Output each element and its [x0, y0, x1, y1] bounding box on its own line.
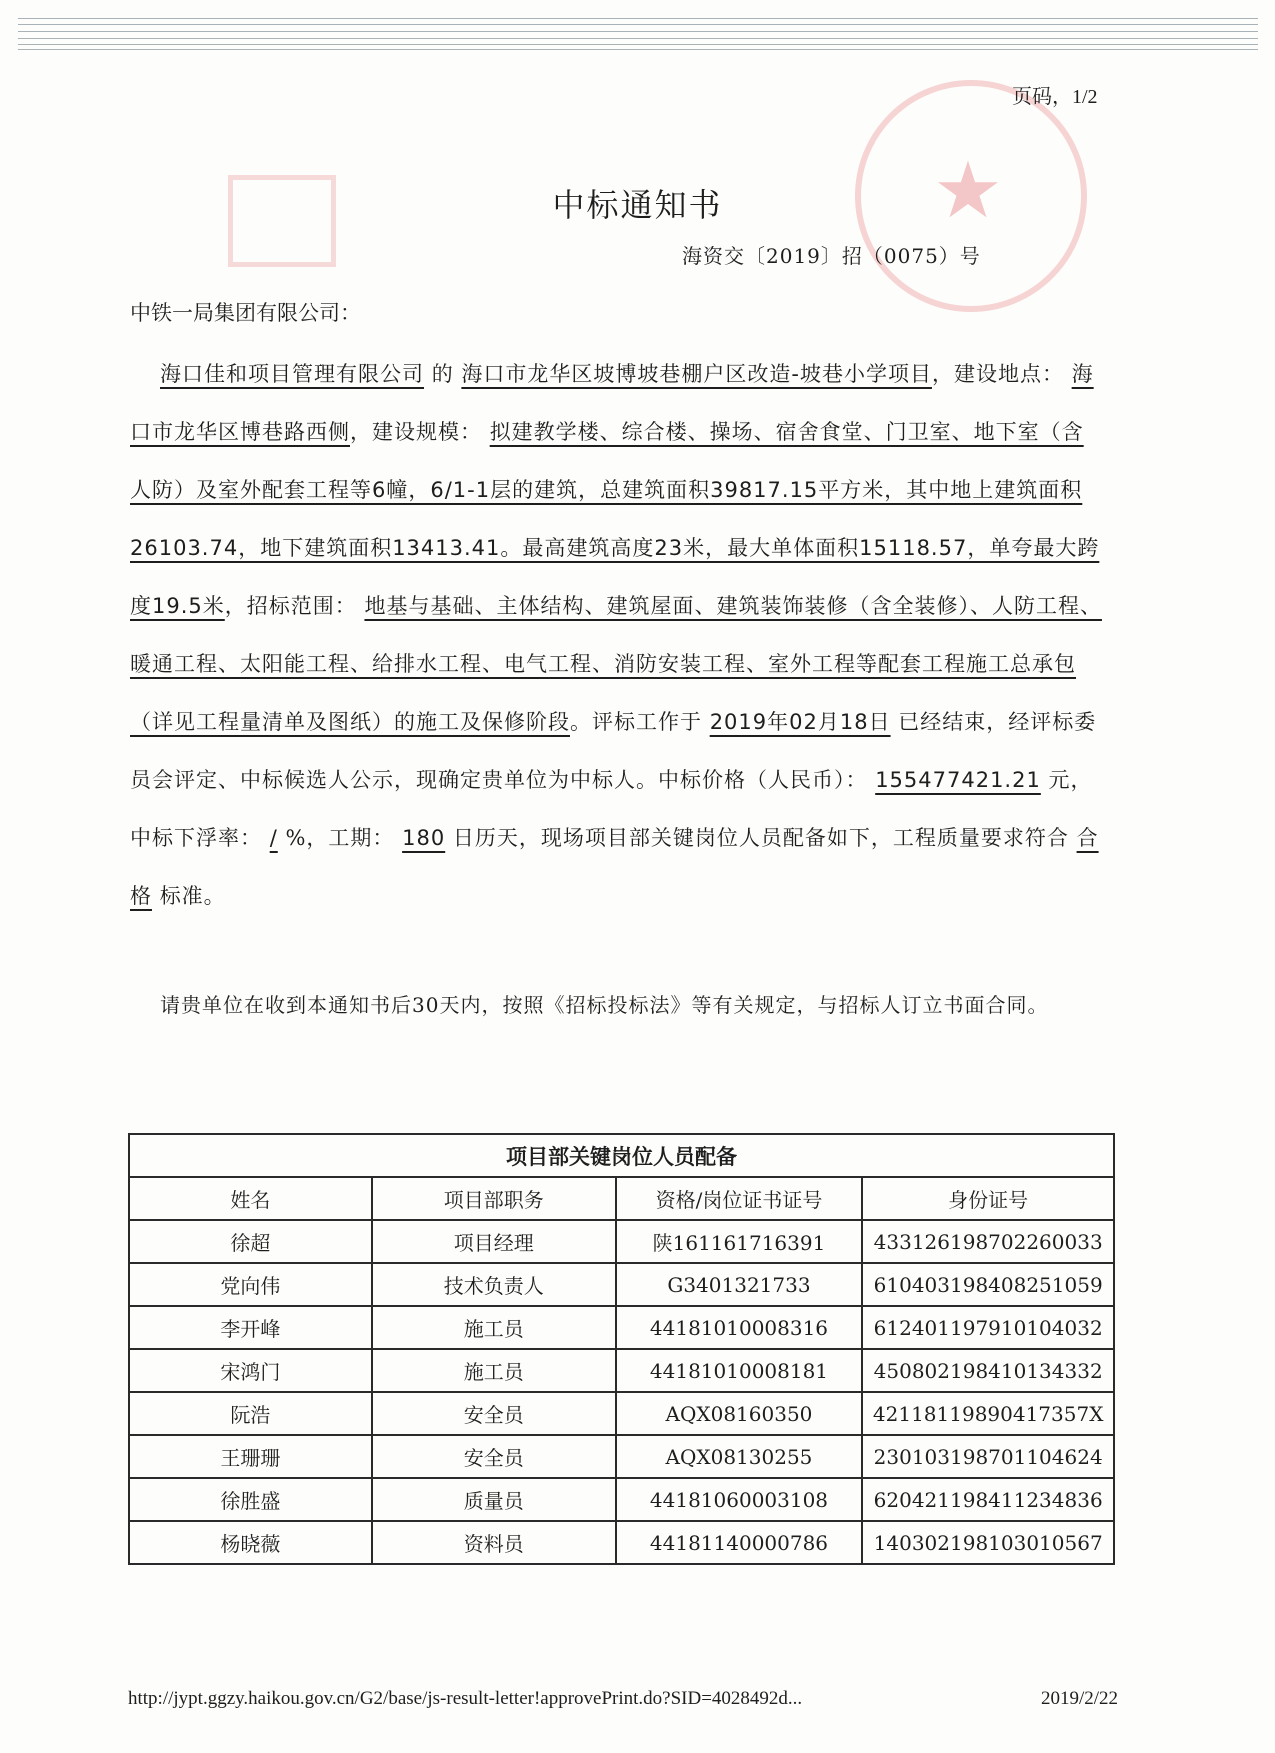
cell-position: 资料员	[372, 1521, 616, 1564]
cell-name: 宋鸿门	[129, 1349, 372, 1392]
quality-suffix: 标准。	[159, 884, 226, 908]
cell-name: 王珊珊	[129, 1435, 372, 1478]
cell-position: 项目经理	[372, 1220, 616, 1263]
quality-requirement: 合格	[130, 826, 1099, 908]
discount-rate: /	[269, 826, 278, 850]
page-number: 页码，1/2	[1012, 86, 1098, 108]
source-url-link[interactable]: http://jypt.ggzy.haikou.gov.cn/G2/base/js-result-letter!approvePrint.do?SID=4028492d...	[128, 1688, 803, 1709]
header-position: 项目部职务	[372, 1177, 616, 1220]
cell-certificate: 44181060003108	[616, 1478, 863, 1521]
cell-certificate: 44181140000786	[616, 1521, 863, 1564]
notice-body	[130, 345, 1105, 925]
table-body	[129, 1220, 1114, 1564]
tender-scope: 地基与基础、主体结构、建筑屋面、建筑装饰装修（含全装修）、人防工程、暖通工程、太阳能工程、给排水工程、电气工程、消防安装工程、室外工程等配套工程施工总承包（详见工程量清单及图纸）的施工及保修阶段	[130, 594, 1102, 734]
cell-position: 质量员	[372, 1478, 616, 1521]
reference-number: 海资交〔2019〕招（0075）号	[682, 244, 981, 268]
eval-prefix: 。评标工作于	[570, 710, 702, 734]
cell-id-number: 450802198410134332	[862, 1349, 1114, 1392]
print-date: 2019/2/22	[1040, 1688, 1118, 1709]
duration-suffix: 日历天，现场项目部关键岗位人员配备如下，工程质量要求符合	[452, 826, 1069, 850]
scan-artifact-lines	[18, 18, 1258, 50]
cell-name: 杨晓薇	[129, 1521, 372, 1564]
eval-suffix: 已经结束，经评标委员会评定、中标候选人公示，现确定贵单位为中标人。中标价格（人民币）：	[130, 710, 1097, 792]
cell-position: 施工员	[372, 1349, 616, 1392]
cell-id-number: 612401197910104032	[862, 1306, 1114, 1349]
project-location: 海口市龙华区博巷路西侧	[130, 362, 1094, 444]
header-id-number: 身份证号	[862, 1177, 1114, 1220]
table-row	[129, 1263, 1114, 1306]
table-row	[129, 1521, 1114, 1564]
cell-certificate: G3401321733	[616, 1263, 863, 1306]
cell-name: 徐胜盛	[129, 1478, 372, 1521]
winning-price: 155477421.21	[875, 768, 1041, 792]
staff-table	[128, 1133, 1115, 1565]
price-unit: 元，中标下浮率：	[130, 768, 1093, 850]
scale-label: ，建设规模：	[350, 420, 482, 444]
cell-name: 徐超	[129, 1220, 372, 1263]
tenderer-name: 海口佳和项目管理有限公司	[160, 362, 424, 386]
cell-id-number: 433126198702260033	[862, 1220, 1114, 1263]
text-of: 的	[431, 362, 454, 386]
location-label: ，建设地点：	[931, 362, 1064, 386]
cell-position: 技术负责人	[372, 1263, 616, 1306]
cell-certificate: AQX08160350	[616, 1392, 863, 1435]
cell-name: 党向伟	[129, 1263, 372, 1306]
cell-id-number: 42118119890417357X	[862, 1392, 1114, 1435]
table-row	[129, 1306, 1114, 1349]
cell-id-number: 620421198411234836	[862, 1478, 1114, 1521]
header-name: 姓名	[129, 1177, 372, 1220]
table-title: 项目部关键岗位人员配备	[129, 1134, 1114, 1177]
cell-id-number: 140302198103010567	[862, 1521, 1114, 1564]
scope-label: ，招标范围：	[224, 594, 357, 618]
evaluation-date: 2019年02月18日	[709, 710, 891, 734]
cell-position: 安全员	[372, 1435, 616, 1478]
star-icon: ★	[933, 146, 1003, 236]
cell-certificate: 44181010008316	[616, 1306, 863, 1349]
project-name: 海口市龙华区坡博坡巷棚户区改造-坡巷小学项目	[461, 362, 932, 386]
addressee: 中铁一局集团有限公司：	[130, 301, 361, 325]
project-scale: 拟建教学楼、综合楼、操场、宿舍食堂、门卫室、地下室（含人防）及室外配套工程等6幢，6/1-1层的建筑，总建筑面积39817.15平方米，其中地上建筑面积26103.74，地下建筑面积13413.41。最高建筑高度23米，最大单体面积15118.57，单夸最大跨度19.5米	[130, 420, 1100, 618]
document-title: 中标通知书	[552, 186, 723, 224]
table-row	[129, 1392, 1114, 1435]
cell-id-number: 610403198408251059	[862, 1263, 1114, 1306]
cell-certificate: AQX08130255	[616, 1435, 863, 1478]
table-row	[129, 1220, 1114, 1263]
cell-certificate: 陕161161716391	[616, 1220, 863, 1263]
duration-days: 180	[402, 826, 446, 850]
table-row	[129, 1349, 1114, 1392]
cell-id-number: 230103198701104624	[862, 1435, 1114, 1478]
cell-certificate: 44181010008181	[616, 1349, 863, 1392]
cell-position: 施工员	[372, 1306, 616, 1349]
contract-paragraph	[130, 975, 1105, 1035]
cell-name: 阮浩	[129, 1392, 372, 1435]
table-row	[129, 1478, 1114, 1521]
header-certificate: 资格/岗位证书证号	[616, 1177, 863, 1220]
print-footer	[128, 1688, 1118, 1710]
table-row	[129, 1435, 1114, 1478]
cell-name: 李开峰	[129, 1306, 372, 1349]
contract-text: 请贵单位在收到本通知书后30天内，按照《招标投标法》等有关规定，与招标人订立书面合同。	[160, 993, 1049, 1017]
cell-position: 安全员	[372, 1392, 616, 1435]
table-header-row	[129, 1177, 1114, 1220]
discount-unit: %，工期：	[285, 826, 395, 850]
